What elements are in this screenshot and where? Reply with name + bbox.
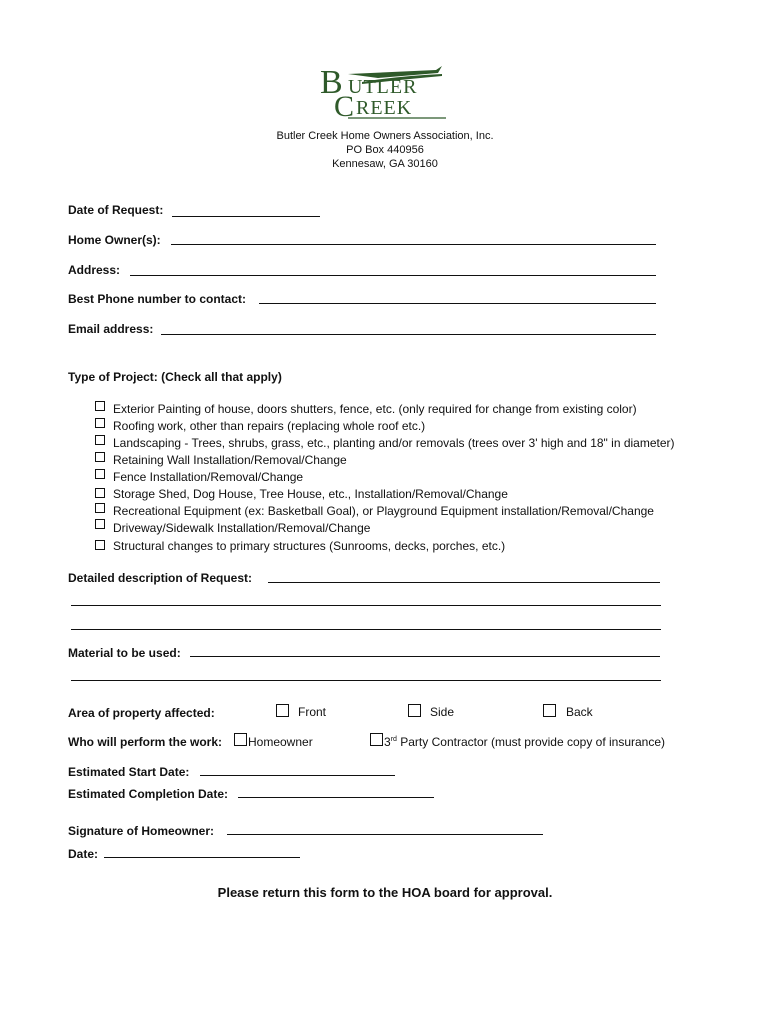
start-date-label: Estimated Start Date: [68, 765, 190, 779]
phone-field[interactable] [259, 303, 656, 304]
logo-word-utler: UTLER [348, 76, 418, 98]
signature-field[interactable] [227, 834, 543, 835]
completion-date-field[interactable] [238, 797, 434, 798]
contractor-text: Party Contractor (must provide copy of insurance) [396, 735, 666, 749]
performer-label: Who will perform the work: [68, 735, 223, 749]
contractor-checkbox[interactable] [370, 733, 383, 746]
date-of-request-label: Date of Request: [68, 203, 164, 217]
start-date-field[interactable] [200, 775, 395, 776]
project-checkbox[interactable] [95, 452, 105, 462]
area-back-label: Back [566, 705, 593, 719]
material-line-2[interactable] [71, 680, 661, 681]
homeowner-checkbox[interactable] [234, 733, 247, 746]
date-label: Date: [68, 847, 99, 861]
butler-creek-logo [318, 62, 448, 122]
contractor-ordinal: rd [390, 736, 397, 743]
contractor-label [384, 735, 665, 749]
area-front-checkbox[interactable] [276, 704, 289, 717]
project-checkbox[interactable] [95, 488, 105, 498]
project-item: Driveway/Sidewalk Installation/Removal/Change [113, 521, 371, 535]
org-name: Butler Creek Home Owners Association, Inc. [276, 130, 494, 142]
home-owners-label: Home Owner(s): [68, 233, 161, 247]
description-line-3[interactable] [71, 629, 661, 630]
project-checkbox[interactable] [95, 540, 105, 550]
contractor-number: 3 [384, 735, 391, 749]
project-checkbox[interactable] [95, 401, 105, 411]
project-item: Roofing work, other than repairs (replacing whole roof etc.) [113, 419, 426, 433]
description-line-1[interactable] [268, 582, 660, 583]
logo-letter-b: B [320, 64, 343, 101]
project-item: Recreational Equipment (ex: Basketball Goal), or Playground Equipment installation/Removal/Change [113, 504, 654, 518]
project-item: Retaining Wall Installation/Removal/Change [113, 453, 347, 467]
logo-letter-c: C [334, 90, 355, 123]
project-checkbox[interactable] [95, 503, 105, 513]
org-po-box: PO Box 440956 [346, 144, 424, 156]
address-field[interactable] [130, 275, 656, 276]
date-of-request-field[interactable] [172, 216, 320, 217]
project-type-heading: Type of Project: (Check all that apply) [68, 370, 282, 384]
home-owners-field[interactable] [171, 244, 656, 245]
project-checkbox[interactable] [95, 519, 105, 529]
area-side-label: Side [430, 705, 455, 719]
description-line-2[interactable] [71, 605, 661, 606]
area-label: Area of property affected: [68, 706, 215, 720]
material-line-1[interactable] [190, 656, 660, 657]
description-label: Detailed description of Request: [68, 571, 253, 585]
project-item: Landscaping - Trees, shrubs, grass, etc., planting and/or removals (trees over 3' high and 18" in diameter) [113, 436, 675, 450]
return-instructions: Please return this form to the HOA board for approval. [217, 885, 553, 900]
address-label: Address: [68, 263, 121, 277]
area-front-label: Front [298, 705, 327, 719]
area-back-checkbox[interactable] [543, 704, 556, 717]
project-item: Storage Shed, Dog House, Tree House, etc., Installation/Removal/Change [113, 487, 508, 501]
logo-word-reek: REEK [356, 97, 413, 119]
completion-date-label: Estimated Completion Date: [68, 787, 229, 801]
project-item: Fence Installation/Removal/Change [113, 470, 304, 484]
email-field[interactable] [161, 334, 656, 335]
org-city: Kennesaw, GA 30160 [332, 158, 438, 170]
project-item: Structural changes to primary structures (Sunrooms, decks, porches, etc.) [113, 539, 506, 553]
phone-label: Best Phone number to contact: [68, 292, 247, 306]
signature-label: Signature of Homeowner: [68, 824, 215, 838]
homeowner-label: Homeowner [248, 735, 313, 749]
area-side-checkbox[interactable] [408, 704, 421, 717]
project-checkbox[interactable] [95, 435, 105, 445]
project-checkbox[interactable] [95, 418, 105, 428]
project-checkbox[interactable] [95, 469, 105, 479]
email-label: Email address: [68, 322, 154, 336]
project-item: Exterior Painting of house, doors shutters, fence, etc. (only required for change from existing color) [113, 402, 637, 416]
date-field[interactable] [104, 857, 300, 858]
material-label: Material to be used: [68, 646, 181, 660]
